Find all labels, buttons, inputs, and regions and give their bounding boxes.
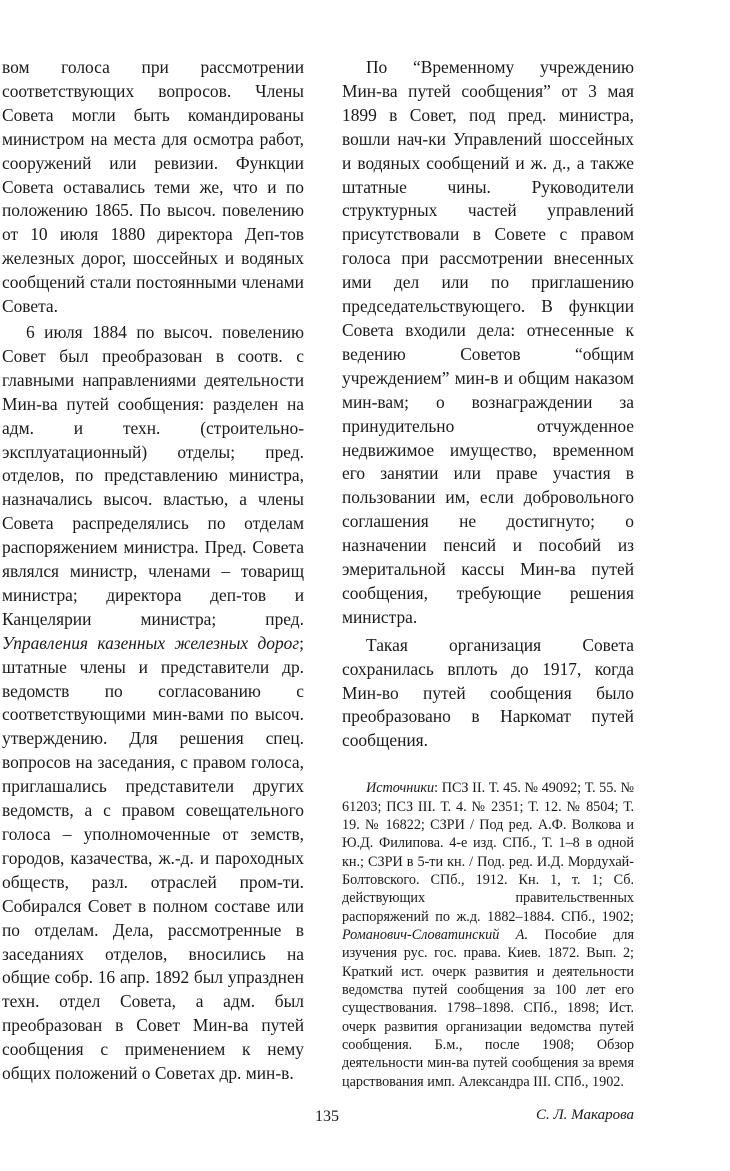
right-paragraph-1: По “Временному учреждению Мин-ва путей сообщения” от 3 мая 1899 в Совет, под пред. министра, вошли нач-ки Управлений шоссейных и водяных сообщений и ж. д., а также штатные чины. Руководители структурных частей управлений присутствовали в Совете с правом голоса при рассмотрении внесенных ими дел или по приглашению председательствующего. В функции Совета входили дела: отнесенные к ведению Советов “общим учреждением” мин-в и общим наказом мин-вам; о вознаграждении за принудительно отчужденное недвижимое имущество, временном его занятии или праве участия в пользовании им, если добровольного соглашения не достигнуто; о назначении пенсий и пособий из эмеритальной кассы Мин-ва путей сообщения, требующие решения министра.	[342, 57, 634, 627]
left-paragraph-2-start: 6 июля 1884 по высоч. повелению Совет был преобразован в соотв. с главными направлениями деятельности Мин-ва путей сообщения: разделен на адм. и техн. (строительно-эксплуатационный) отделы; пред. отделов, по представлению министра, назначались высоч. властью, а члены Совета распределялись по отделам распоряжением министра. Пред. Совета являлся министр, членами – товарищ министра; директора деп-тов и Канцелярии министра; пред.	[2, 321, 304, 629]
right-paragraph-2: Такая организация Совета сохранилась вплоть до 1917, когда Мин-во путей сообщения было преобразовано в Наркомат путей сообщения.	[342, 634, 634, 751]
sources-author: Романович-Словатинский А.	[342, 927, 528, 944]
left-paragraph-2-end: ; штатные члены и представители др. ведомств по согласованию с соответствующими мин-вами по высоч. утверждению. Для решения спец. вопросов на заседания, с правом голоса, приглашались представители других ведомств, а с правом совещательного голоса – уполномоченные от земств, городов, казачества, ж.-д. и пароходных обществ, разл. отраслей пром-ти. Собирался Совет в полном составе или по отделам. Дела, рассмотренные в заседаниях отделов, вносились на общие собр. 16 апр. 1892 был упразднен техн. отдел Совета, а адм. был преобразован в Совет Мин-ва путей сообщения с применением к нему общих положений о Советах др. мин-в.	[2, 632, 304, 1084]
sources-block	[342, 779, 634, 1091]
sources-text-1: : ПСЗ II. Т. 45. № 49092; Т. 55. № 61203; ПСЗ III. Т. 4. № 2351; Т. 12. № 8504; Т. 19. № 16822; СЗРИ / Под ред. А.Ф. Волкова и Ю.Д. Филипова. 4-е изд. СПб., Т. 1–8 в одной кн.; СЗРИ в 5-ти кн. / Под. ред. И.Д. Мордухай-Болтовского. СПб., 1912. Кн. 1, т. 1; Сб. действующих правительственных распоряжений по ж.д. 1882–1884. СПб., 1902;	[342, 780, 634, 925]
sources-text-2: Пособие для изучения рус. гос. права. Киев. 1872. Вып. 2; Краткий ист. очерк развития и деятельности ведомства путей сообщения за 100 лет его существования. 1798–1898. СПб., 1898; Ист. очерк развития организации ведомства путей сообщения. Б.м., после 1908; Обзор деятельности мин-ва путей сообщения за время царствования имп. Александра III. СПб., 1902.	[342, 927, 634, 1090]
right-column	[342, 56, 634, 1124]
italic-term: Управления казенных железных дорог	[2, 632, 300, 653]
left-paragraph-2	[2, 321, 304, 1086]
author-signature: С. Л. Макарова	[536, 1107, 634, 1124]
page-number: 135	[315, 1108, 339, 1125]
sources-label: Источники	[366, 780, 435, 797]
left-paragraph-1: вом голоса при рассмотрении соответствующих вопросов. Члены Совета могли быть командированы министром на места для осмотра работ, сооружений или ревизии. Функции Совета оставались теми же, что и по положению 1865. По высоч. повелению от 10 июля 1880 директора Деп-тов железных дорог, шоссейных и водяных сообщений стали постоянными членами Совета.	[2, 57, 304, 317]
left-column	[2, 56, 304, 1086]
